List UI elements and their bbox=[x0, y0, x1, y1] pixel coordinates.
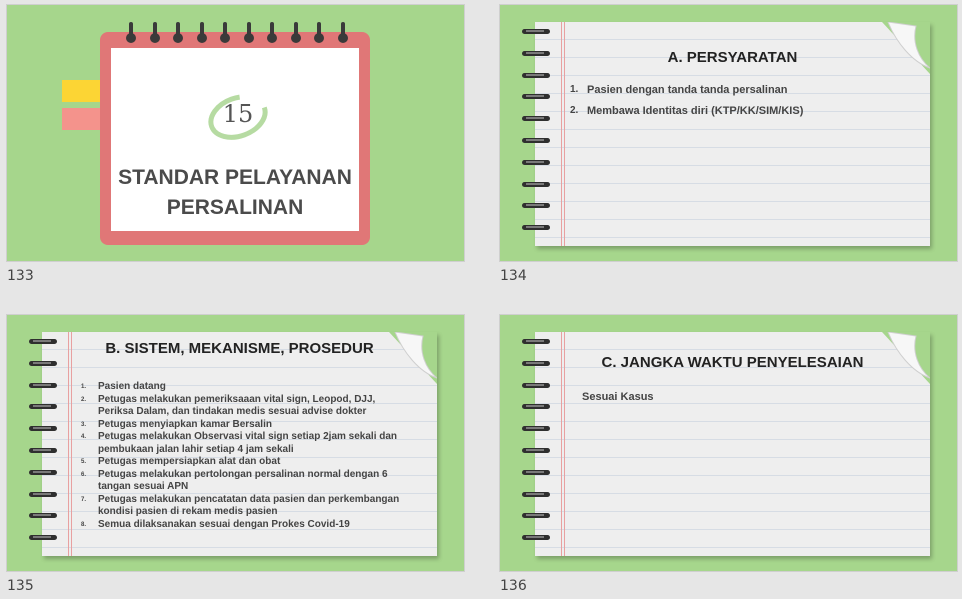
list-item: 1. Pasien dengan tanda tanda persalinan bbox=[570, 84, 788, 96]
chapter-number: 15 bbox=[222, 100, 254, 128]
spiral-coil-icon bbox=[522, 535, 550, 541]
notepad-frame bbox=[100, 32, 370, 245]
spiral-coil-icon bbox=[522, 361, 550, 367]
slide-title-line-1: STANDAR PELAYANAN bbox=[118, 166, 352, 189]
spiral-coil-icon bbox=[522, 513, 550, 519]
spiral-coil-icon bbox=[29, 448, 57, 454]
binder-ring-icon bbox=[220, 22, 230, 46]
notebook-page bbox=[42, 332, 437, 556]
spiral-coil-icon bbox=[29, 426, 57, 432]
spiral-coil-icon bbox=[522, 94, 550, 100]
binder-ring-icon bbox=[338, 22, 348, 46]
list-item: 6. Petugas melakukan pertolongan persalinan normal dengan 6 tangan sesuai APN bbox=[81, 468, 388, 492]
spiral-coil-icon bbox=[522, 29, 550, 35]
spiral-coil-icon bbox=[522, 138, 550, 144]
list-item: 5. Petugas mempersiapkan alat dan obat bbox=[81, 456, 281, 467]
spiral-coil-icon bbox=[522, 73, 550, 79]
spiral-coil-icon bbox=[29, 492, 57, 498]
spiral-coil-icon bbox=[29, 339, 57, 345]
spiral-coil-icon bbox=[522, 51, 550, 57]
spiral-coil-icon bbox=[522, 448, 550, 454]
notebook-page bbox=[535, 332, 930, 556]
slide-number: 133 bbox=[7, 268, 34, 284]
spiral-coil-icon bbox=[29, 361, 57, 367]
slide-thumbnail-135[interactable] bbox=[7, 315, 464, 571]
spiral-coil-icon bbox=[522, 383, 550, 389]
spiral-coil-icon bbox=[522, 470, 550, 476]
slide-title-line-2: PERSALINAN bbox=[166, 196, 304, 219]
spiral-coil-icon bbox=[522, 339, 550, 345]
list-item: 2. Membawa Identitas diri (KTP/KK/SIM/KIS) bbox=[570, 105, 804, 117]
spiral-coil-icon bbox=[522, 492, 550, 498]
slide-thumbnail-133[interactable] bbox=[7, 5, 464, 261]
binder-ring-icon bbox=[314, 22, 324, 46]
spiral-coil-icon bbox=[522, 116, 550, 122]
list-item: 7. Petugas melakukan pencatatan data pasien dan perkembangan kondisi pasien di rekam medis pasien bbox=[81, 493, 400, 517]
binder-ring-icon bbox=[126, 22, 136, 46]
page-curl-icon bbox=[882, 22, 930, 74]
page-curl-icon bbox=[389, 332, 437, 384]
section-title: C. JANGKA WAKTU PENYELESAIAN bbox=[601, 354, 864, 371]
binder-ring-icon bbox=[173, 22, 183, 46]
spiral-coil-icon bbox=[522, 225, 550, 231]
spiral-coil-icon bbox=[522, 203, 550, 209]
spiral-coil-icon bbox=[29, 383, 57, 389]
procedure-list bbox=[81, 381, 418, 531]
binder-ring-icon bbox=[150, 22, 160, 46]
notebook-page bbox=[535, 22, 930, 246]
list-item: 3. Petugas menyiapkan kamar Bersalin bbox=[81, 418, 272, 430]
spiral-coil-icon bbox=[522, 426, 550, 432]
spiral-coil-icon bbox=[29, 535, 57, 541]
slide-thumbnail-136[interactable] bbox=[500, 315, 957, 571]
list-item: 1. Pasien datang bbox=[81, 381, 166, 392]
binder-ring-icon bbox=[244, 22, 254, 46]
list-item: 2. Petugas melakukan pemeriksaaan vital sign, Leopod, DJJ, Periksa Dalam, dan tindakan medis sesuai advise dokter bbox=[81, 393, 376, 417]
requirements-list bbox=[570, 84, 804, 126]
binder-ring-icon bbox=[197, 22, 207, 46]
spiral-coil-icon bbox=[29, 470, 57, 476]
list-item: 4. Petugas melakukan Observasi vital sign setiap 2jam sekali dan pembukaan jalan lahir setiap 4 jam sekali bbox=[81, 431, 398, 455]
duration-text: Sesuai Kasus bbox=[582, 391, 654, 403]
binder-ring-icon bbox=[267, 22, 277, 46]
slide-number: 136 bbox=[500, 578, 527, 594]
page-curl-icon bbox=[882, 332, 930, 384]
chapter-badge bbox=[206, 92, 270, 142]
spiral-coil-icon bbox=[522, 404, 550, 410]
slide-number: 135 bbox=[7, 578, 34, 594]
slide-title bbox=[111, 163, 359, 223]
binder-ring-icon bbox=[291, 22, 301, 46]
spiral-coil-icon bbox=[522, 160, 550, 166]
spiral-coil-icon bbox=[29, 513, 57, 519]
slide-thumbnail-134[interactable] bbox=[500, 5, 957, 261]
notepad-paper bbox=[111, 48, 359, 231]
spiral-coil-icon bbox=[522, 182, 550, 188]
slide-number: 134 bbox=[500, 268, 527, 284]
spiral-coil-icon bbox=[29, 404, 57, 410]
section-title: B. SISTEM, MEKANISME, PROSEDUR bbox=[105, 340, 374, 357]
list-item: 8. Semua dilaksanakan sesuai dengan Prokes Covid-19 bbox=[81, 518, 350, 530]
section-title: A. PERSYARATAN bbox=[667, 49, 798, 66]
